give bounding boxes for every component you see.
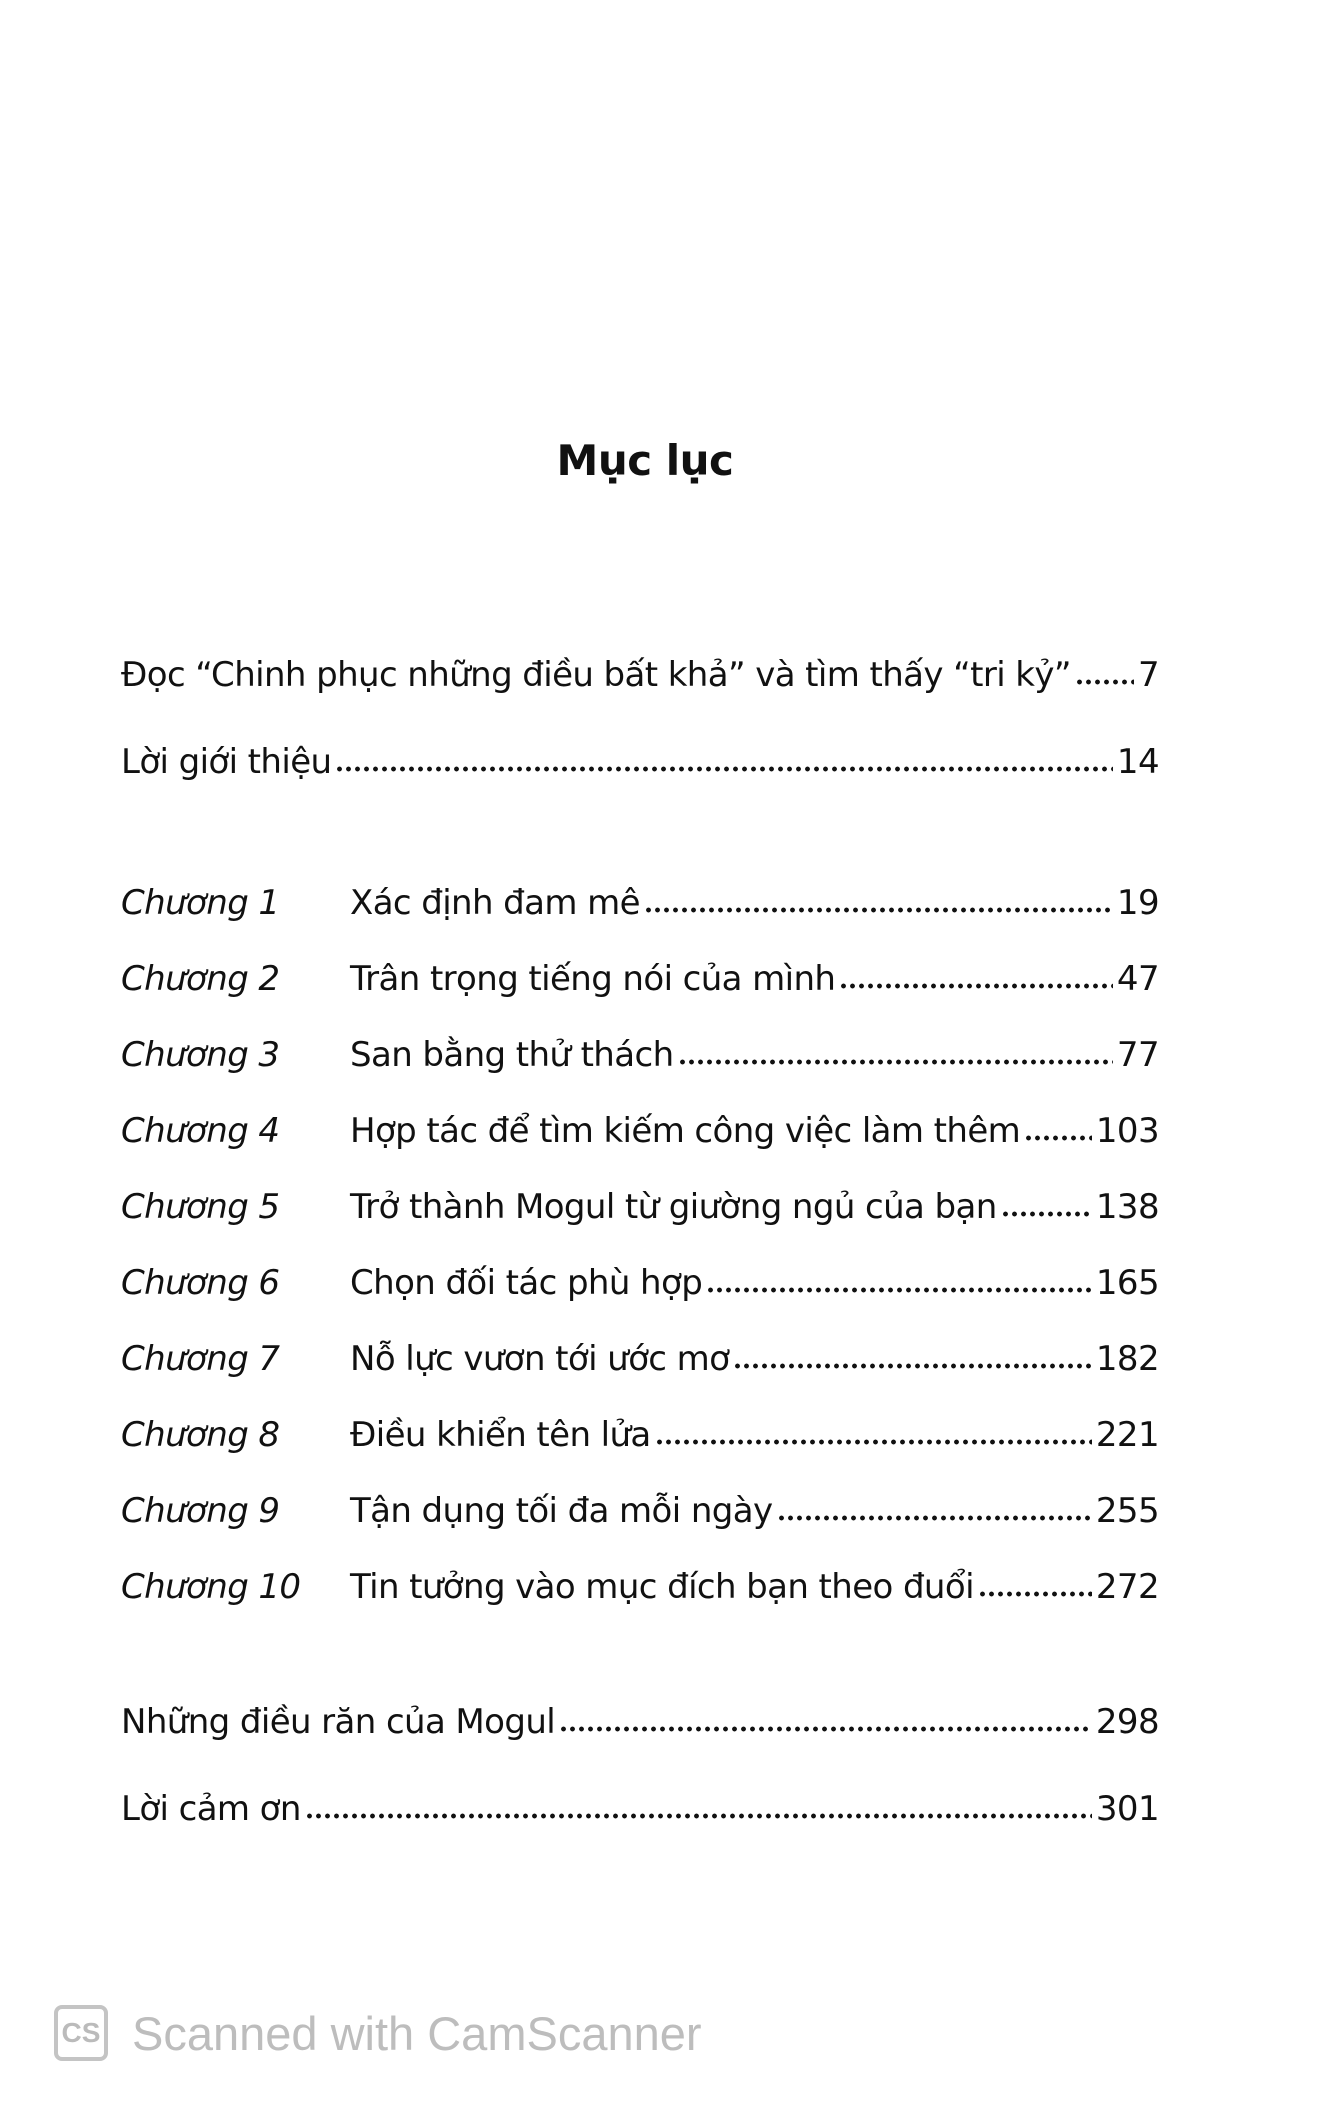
camscanner-logo-icon: CS bbox=[54, 2005, 108, 2061]
chapter-label: Chương 3 bbox=[121, 1035, 280, 1075]
page-number: 298 bbox=[1095, 1702, 1159, 1742]
dot-leader bbox=[335, 765, 1112, 773]
page-number: 272 bbox=[1095, 1567, 1159, 1607]
toc-entry bbox=[121, 883, 1159, 923]
dot-leader bbox=[777, 1514, 1092, 1522]
chapter-label: Chương 9 bbox=[121, 1491, 280, 1531]
entry-title: Lời giới thiệu bbox=[121, 742, 332, 782]
entry-title: San bằng thử thách bbox=[350, 1035, 674, 1075]
dot-leader bbox=[1075, 678, 1134, 686]
toc-entry bbox=[121, 742, 1159, 782]
page-title: Mục lục bbox=[556, 436, 734, 485]
toc-entry bbox=[121, 1263, 1159, 1303]
page-number: 19 bbox=[1116, 883, 1159, 923]
entry-title: Điều khiển tên lửa bbox=[350, 1415, 651, 1455]
dot-leader bbox=[733, 1362, 1092, 1370]
dot-leader bbox=[678, 1058, 1113, 1066]
entry-title: Lời cảm ơn bbox=[121, 1789, 301, 1829]
page-number: 221 bbox=[1095, 1415, 1159, 1455]
dot-leader bbox=[305, 1812, 1092, 1820]
chapter-label: Chương 6 bbox=[121, 1263, 280, 1303]
toc-entry bbox=[121, 1415, 1159, 1455]
entry-title: Tin tưởng vào mục đích bạn theo đuổi bbox=[350, 1567, 974, 1607]
toc-entry bbox=[121, 959, 1159, 999]
page-number: 255 bbox=[1095, 1491, 1159, 1531]
dot-leader bbox=[1024, 1134, 1092, 1142]
page-number: 182 bbox=[1095, 1339, 1159, 1379]
toc-entry bbox=[121, 1339, 1159, 1379]
dot-leader bbox=[706, 1286, 1092, 1294]
chapter-label: Chương 7 bbox=[121, 1339, 280, 1379]
entry-title: Xác định đam mê bbox=[350, 883, 640, 923]
chapter-label: Chương 8 bbox=[121, 1415, 280, 1455]
chapter-label: Chương 2 bbox=[121, 959, 280, 999]
toc-entry bbox=[121, 1789, 1159, 1829]
page-number: 77 bbox=[1116, 1035, 1159, 1075]
page-number: 301 bbox=[1095, 1789, 1159, 1829]
toc-entry bbox=[121, 1702, 1159, 1742]
toc-entry bbox=[121, 1035, 1159, 1075]
entry-title: Trân trọng tiếng nói của mình bbox=[350, 959, 836, 999]
dot-leader bbox=[644, 906, 1113, 914]
camscanner-watermark bbox=[54, 2005, 702, 2061]
toc-entry bbox=[121, 655, 1159, 695]
chapter-label: Chương 10 bbox=[121, 1567, 301, 1607]
page-number: 138 bbox=[1095, 1187, 1159, 1227]
chapter-label: Chương 5 bbox=[121, 1187, 280, 1227]
chapter-label: Chương 1 bbox=[121, 883, 280, 923]
entry-title: Trở thành Mogul từ giường ngủ của bạn bbox=[350, 1187, 997, 1227]
page-number: 103 bbox=[1095, 1111, 1159, 1151]
entry-title: Những điều răn của Mogul bbox=[121, 1702, 556, 1742]
toc-entry bbox=[121, 1567, 1159, 1607]
page-number: 47 bbox=[1116, 959, 1159, 999]
dot-leader bbox=[1001, 1210, 1092, 1218]
entry-title: Nỗ lực vươn tới ước mơ bbox=[350, 1339, 730, 1379]
toc-entry bbox=[121, 1187, 1159, 1227]
page-number: 14 bbox=[1116, 742, 1159, 782]
dot-leader bbox=[559, 1725, 1092, 1733]
dot-leader bbox=[839, 982, 1113, 990]
entry-title: Tận dụng tối đa mỗi ngày bbox=[350, 1491, 773, 1531]
watermark-text: Scanned with CamScanner bbox=[132, 2006, 702, 2060]
page-number: 165 bbox=[1095, 1263, 1159, 1303]
page-number: 7 bbox=[1137, 655, 1159, 695]
dot-leader bbox=[655, 1438, 1092, 1446]
chapter-label: Chương 4 bbox=[121, 1111, 280, 1151]
entry-title: Hợp tác để tìm kiếm công việc làm thêm bbox=[350, 1111, 1021, 1151]
dot-leader bbox=[978, 1590, 1092, 1598]
entry-title: Đọc “Chinh phục những điều bất khả” và tìm thấy “tri kỷ” bbox=[121, 655, 1071, 695]
toc-entry bbox=[121, 1111, 1159, 1151]
toc-entry bbox=[121, 1491, 1159, 1531]
entry-title: Chọn đối tác phù hợp bbox=[350, 1263, 703, 1303]
